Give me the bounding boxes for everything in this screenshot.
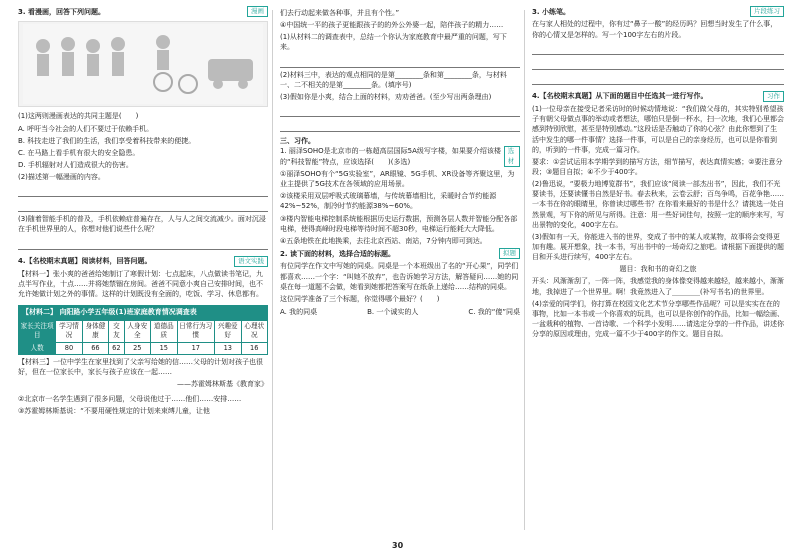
page-number: 30 [392,541,404,551]
middle-column [280,6,520,317]
material-item-2: ②北京市一名学生遇到了很多问题，父母说他过于……他们……安排…… [18,394,242,403]
table-row-label: 人数 [19,342,56,355]
writing-1-tag: 选材 [504,146,520,167]
writing-2-passage: 有位同学在作文中写她的同桌。同桌是一个本班级出了名的“开心果”，同学们都喜欢……一个字：“叫她不放弃”，也告诉她学习方法，解答疑问……她的同桌在每一道题不会做，她看到她都把答案写在纸条上递给……结构的同桌。 [280,262,519,291]
practice-3-header [532,6,784,17]
table-cell: 13 [215,342,241,355]
table-cell: 66 [82,342,108,355]
option-a: A. 呼吁当今社会的人们不要过于依赖手机。 [18,124,154,133]
question-3-tag: 漫画 [247,6,268,17]
prompt-4: (4)亲爱的同学们，你打算在校园文化艺术节分享哪些作品呢？可以是实实在在的事物，比如一本书或一个你喜欢的玩具，也可以是你创作的作品，比如一幅绘画、一盆栽种的植物、一首诗歌、一个科学小发明……请选定分享的一件作品，讲述你分享的原因或理由，完成一篇不少于400字的作文。题目自拟。 [532,299,784,339]
answer-line[interactable] [532,57,784,70]
title-options [280,307,520,317]
writing-1-option-2: ②该楼采用双层呼吸式玻璃幕墙，与传统幕墙相比，采暖时合节约能源42%~52%，制冷时节约能源38%~60%。 [280,192,497,211]
table-cell: 62 [109,342,124,355]
table-header-cell: 交友 [109,320,124,342]
table-header-cell: 家长关注项目 [19,320,56,342]
answer-line[interactable] [280,104,520,117]
table-header-cell: 人身安全 [124,320,150,342]
answer-line[interactable] [532,42,784,55]
survey-table [18,320,268,356]
table-header-row [19,320,268,342]
practice-4-tag: 习作 [763,91,784,102]
table-header-cell: 道德品质 [151,320,177,342]
cartoon-illustration [18,21,268,107]
table-cell: 25 [124,342,150,355]
table-header-cell: 心理状况 [241,320,268,342]
practice-4-header [532,91,784,102]
writing-1-option-4: ④五条地铁在此地换乘，去往北京西站、南站，7分钟内即可到达。 [280,236,487,245]
practice-4-title: 4.【名校期末真题】从下面的题目中任选其一进行写作。 [532,92,708,101]
left-column [18,6,268,418]
option-c: C. 在马路上看手机有很大的安全隐患。 [18,148,140,157]
question-3-sub3: (3)随着智能手机的普及，手机依赖症普遍存在，人与人之间交流减少。面对沉浸在手机世界里的人，你想对他们说些什么呢？ [18,215,266,234]
writing-2-tag: 拟题 [499,248,520,259]
question-4-tag: 语文实践 [234,256,268,267]
table-row [19,342,268,355]
title-option-b[interactable]: B. 一个诚实的人 [367,307,419,316]
column-divider-right [524,10,525,530]
material-source: ——苏霍姆林斯基《教育家》 [177,380,268,389]
writing-1-header [280,146,520,167]
table-cell: 80 [56,342,82,355]
prompt-3-title: 题目：我和书的奇幻之旅 [619,265,697,274]
table-cell: 17 [177,342,215,355]
cartoon-image [23,24,263,104]
material-item-3: ③苏霍姆林斯基说：“不要用硬性规定的计划来束缚儿童，让他 [18,406,210,415]
prompt-requirements: 要求：①尝试运用本学期学到的描写方法，细节描写，表达真情实感；②要注意分段；③题目自拟；④不少于400字。 [532,157,783,176]
writing-2-title: 2. 读下面的材料，选择合适的标题。 [280,249,395,258]
section-title: 三、习作。 [280,136,315,145]
material-2-label: 【材料二】 [22,308,57,317]
question-4-sub1: (1)从材料二的调查表中，总结一个你认为家庭教育中最严重的问题，写下来。 [280,33,507,52]
writing-2-header [280,248,520,259]
option-b: B. 科技走进了我们的生活，我们享受着科技带来的便捷。 [18,136,196,145]
material-2-title: 向阳路小学五年级(1)班家庭教育情况调查表 [59,308,197,317]
material-1: 【材料一】张小爽的爸爸给她制订了寒假计划：七点起床，八点做读书笔记，九点半写作业，十点……并将她禁锢在房间。爸爸不同意小爽自己安排时间，也不允许她做计划之外的事情。这样的计划既没有全面的，吃饭、学习、休息都有。 [18,269,263,299]
material-2-banner [18,305,268,319]
answer-line[interactable] [18,199,268,212]
table-header-cell: 身体健康 [82,320,108,342]
answer-line[interactable] [18,184,268,197]
answer-line[interactable] [18,237,268,250]
writing-1-title: 1. 丽泽SOHO是北京市的一栋超高层国际5A级写字楼，如果要介绍该楼的“科技智能”特点，应该选择( )(多选) [280,147,501,166]
answer-line[interactable] [280,55,520,68]
table-header-cell: 学习情况 [56,320,82,342]
column-divider-left [272,10,273,530]
question-3-sub2: (2)描述第一幅漫画的内容。 [18,173,105,182]
writing-1-option-3: ③楼内智能电梯控制系统能根据历史运行数据，预测各层人数并智能分配各部电梯，使得高峰时段电梯等待时间不超30秒，电梯运行能耗大大降低。 [280,214,518,233]
table-header-cell: 兴趣爱好 [215,320,241,342]
question-4-header [18,256,268,267]
prompt-1: (1)一位母亲在接受记者采访时的时候动情地说：“我们做父母的，其实特别希望孩子有朝父母做点事的举动或者想法，哪怕只是倒一杯水，扫一次地，我们心里都会感到特别欣慰，甚至是特别感动。”这段话是否触动了你的心弦？由此你想到了生活中发生的哪一件事情？选择一件事，可以是自己的亲身经历，也可以是你看到的，听到的一件事，完成一篇习作。 [532,105,784,154]
prompt-3: (3)假如有一天，你能进入书的世界，变成了书中的某人或某物，故事将会变得更加有趣。展开想象，找一本书，写出书中的一场奇幻之旅吧。请根据下面提供的题目和开头进行续写，400字左右。 [532,232,784,262]
practice-3-text: 在与家人相处的过程中，你有过“鼻子一酸”的经历吗？回想当时发生了什么事，你的心情又是怎样的。写一个100字左右的片段。 [532,20,778,39]
title-option-c[interactable]: C. 我的“傻”同桌 [468,307,520,316]
material-continued: 们去行动起来做各种事，并且有个性。” [280,9,400,17]
answer-line[interactable] [280,119,520,132]
question-3-title: 3. 看漫画，回答下列问题。 [18,7,105,16]
material-item-4: ④中国统一平的孩子更能跟孩子的的外公外婆一起，陪伴孩子的精力…… [280,21,504,30]
writing-1-option-1: ①丽泽SOHO有个“5G实验室”，AR眼镜、5G手机、XR设备等齐聚这里，为业主提供了5G技术在各领域的应用场景。 [280,169,515,189]
question-3-sub1: (1)这两则漫画表达的共同主题是( ) [18,112,139,121]
answer-line[interactable] [532,72,784,85]
option-d: D. 手机辐射对人们造成很大的伤害。 [18,160,133,169]
table-header-cell: 日常行为习惯 [177,320,215,342]
writing-2-question: 这位同学准备了三个标题，你觉得哪个最好？( ) [280,294,440,303]
prompt-3-opening: 开头：风渐渐刮了，一阵一阵，我感觉我的身体像变得越来越轻，越来越小，渐渐地，我掉进了一个世界里。啊！我竟然进入了________(补写书名)的世界里。 [532,277,784,296]
table-cell: 15 [151,342,177,355]
practice-3-tag: 片段练习 [750,6,784,17]
table-cell: 16 [241,342,268,355]
question-4-sub3: (3)假如你是小爽，结合上面的材料，劝劝爸爸。(至少写出两条理由) [280,92,492,101]
practice-3-title: 3. 小练笔。 [532,7,570,16]
question-4-title: 4.【名校期末真题】阅读材料，回答问题。 [18,257,152,266]
right-column [532,6,784,341]
question-4-sub2: (2)材料三中，表达的观点相同的是第________条和第________条，与材料一、二不相关的是第________条。(填序号) [280,70,507,89]
title-option-a[interactable]: A. 我的同桌 [280,307,318,316]
material-3: 【材料三】一位中学生在家里找到了父亲写给她的信……父母的计划对孩子也很好，但在一位家长中，家长与孩子应该在一起…… [18,358,263,377]
prompt-2: (2)鲁迅说，“要极力地博览群书”，我们应该“阅读一部杰出书”，因此，我们不光要读书，还要读懂书自然是好书。春去秋来，云卷云舒；百鸟争鸣，百花争艳……一本书在你的眼睛里，你曾读过哪些书？在你看来最好的书是什么？请挑选一处自然景观，写下你的所见与所得。注意：用一些好词佳句，按照一定的顺序来写，写出景物的变化，400字左右。 [532,180,784,229]
question-3-header [18,6,268,17]
